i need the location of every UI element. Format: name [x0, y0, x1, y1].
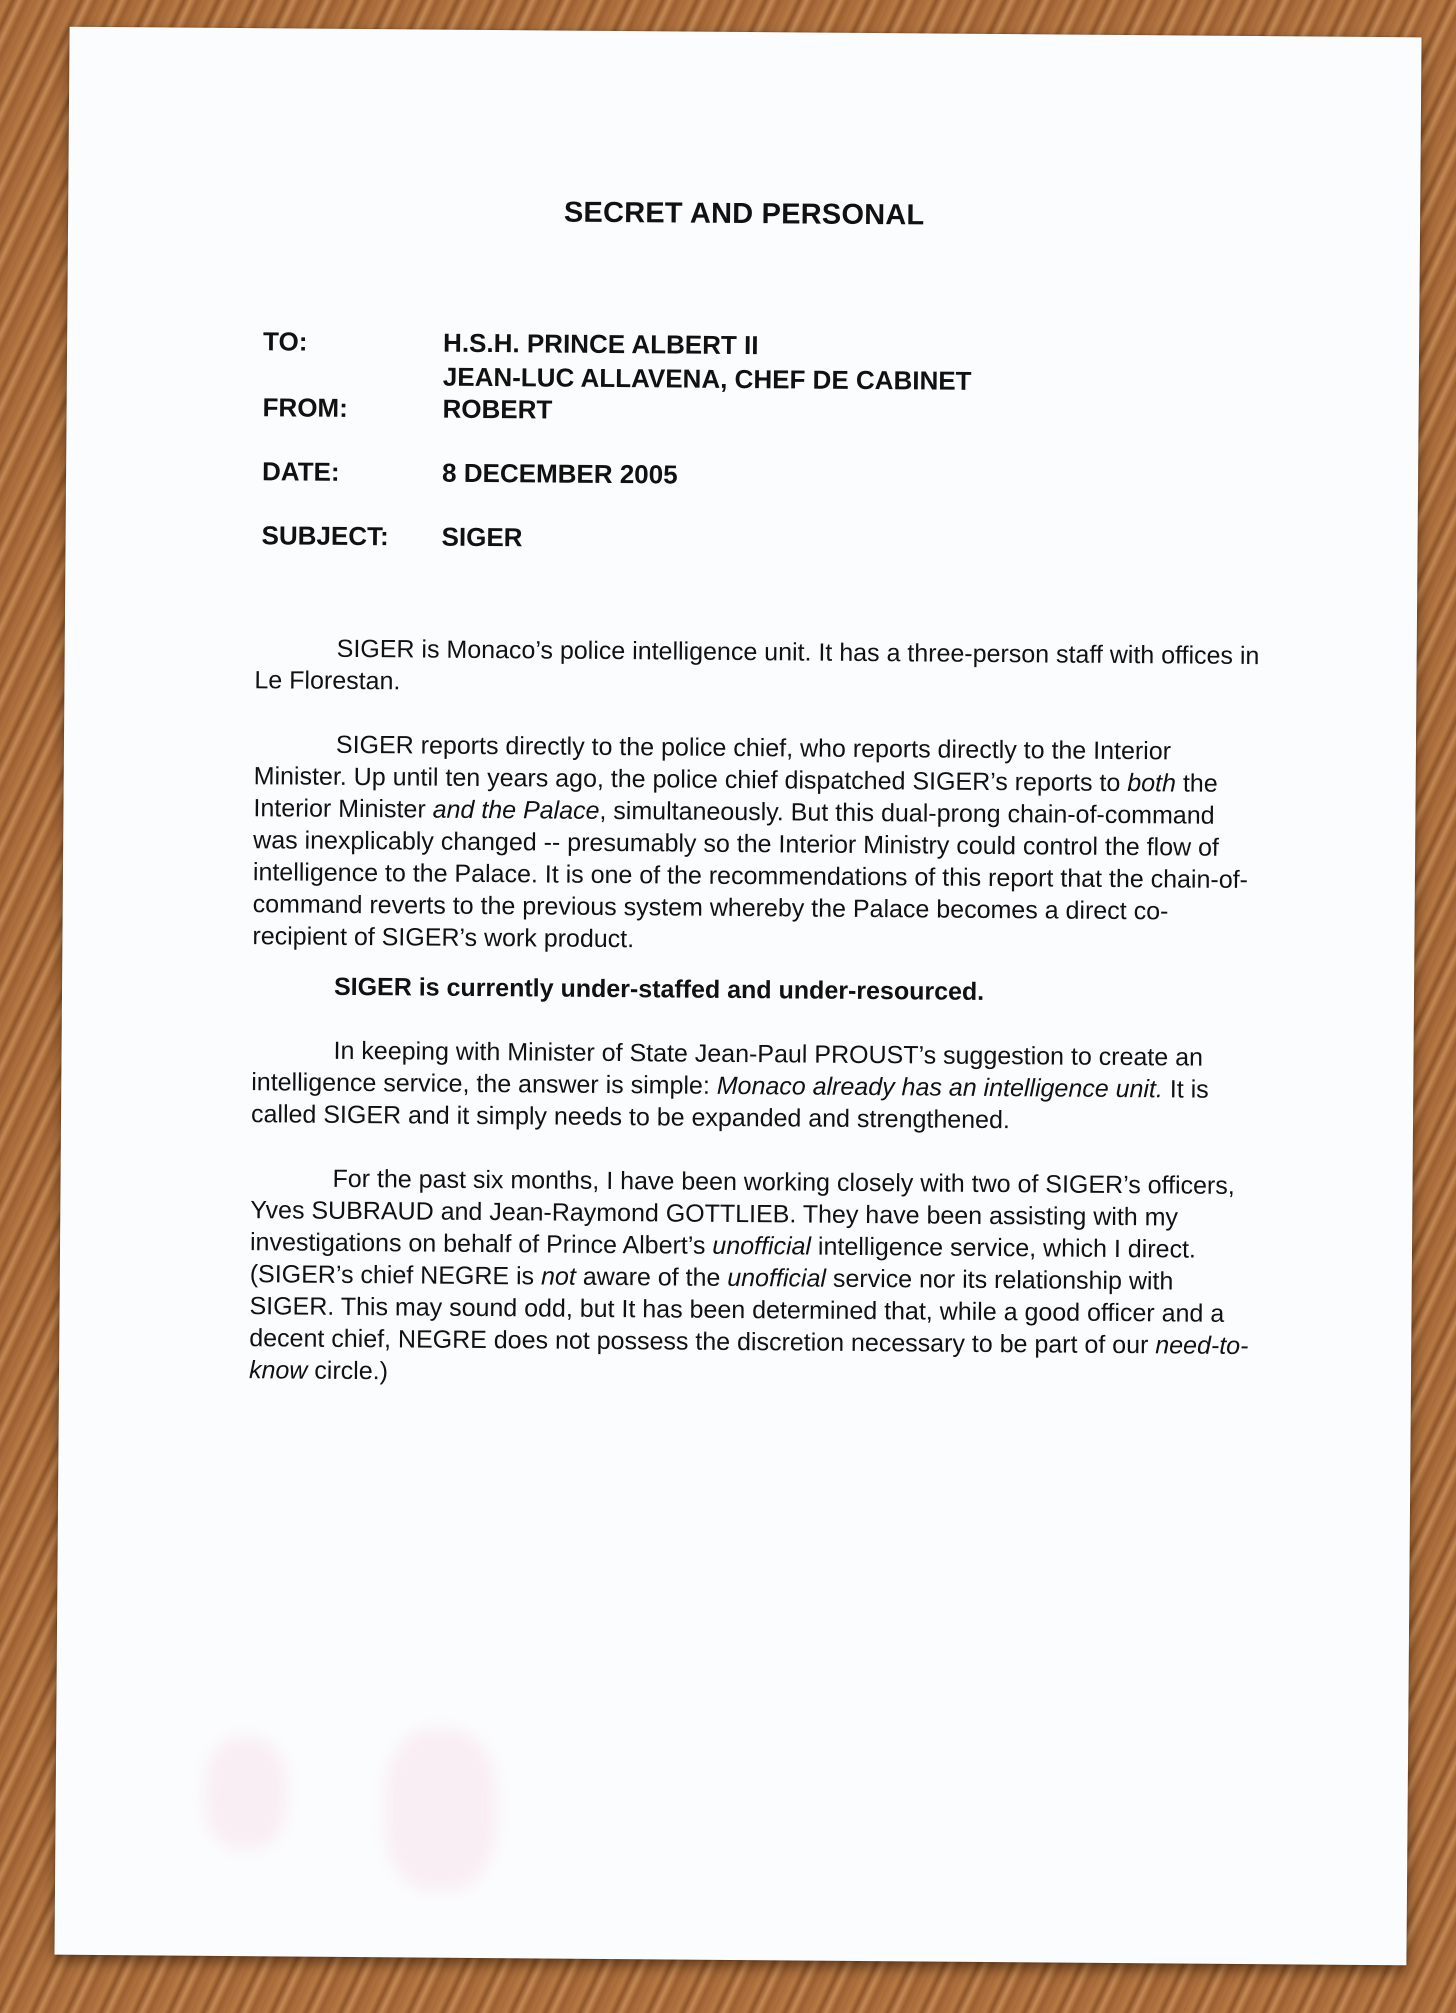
paragraph-4-emphasis: Monaco already has an intelligence unit.: [716, 1071, 1163, 1104]
paper-stain: [205, 1738, 286, 1849]
paragraph-4-text: In keeping with Minister of State Jean-Paul PROUST’s suggestion to create an intelligence service, the answer is simple:: [251, 1036, 1204, 1100]
paragraph-5-text: aware of the: [575, 1262, 728, 1292]
to-recipient-2: JEAN-LUC ALLAVENA, CHEF DE CABINET: [442, 361, 972, 396]
paragraph-5-emphasis: unofficial: [712, 1231, 812, 1261]
paragraph-3-bold-statement: SIGER is currently under-staffed and under-resourced.: [333, 972, 985, 1006]
paragraph-2-text: SIGER reports directly to the police chief, who reports directly to the Interior Minister. Up until ten years ago, the police chief dispatched SIGER’s reports to: [253, 730, 1172, 798]
to-recipient-1: H.S.H. PRINCE ALBERT II: [443, 327, 759, 361]
date-label: DATE:: [261, 456, 340, 487]
paragraph-1: SIGER is Monaco’s police intelligence unit. It has a three-person staff with offices in Le Florestan.: [254, 634, 1260, 696]
classification-heading: SECRET AND PERSONAL: [563, 196, 925, 232]
paragraph-5-emphasis: unofficial: [727, 1263, 827, 1293]
memo-page: [54, 27, 1421, 1966]
to-value: [443, 326, 972, 398]
paragraph-2-text: the Interior Minister: [253, 769, 1218, 824]
paragraph-5-text: For the past six months, I have been working closely with two of SIGER’s officers, Yves SUBRAUD and Jean-Raymond GOTTLIEB. They have been assisting with my investigations on behalf of Prince Albert’s: [249, 1164, 1235, 1260]
paragraph-5-text: circle.): [307, 1356, 389, 1386]
paragraph-5-text: service nor its relationship with SIGER. This may sound odd, but It has been determined that, while a good officer and a decent chief, NEGRE does not possess the discretion necessary to be part of our: [249, 1264, 1225, 1360]
from-label: FROM:: [262, 392, 348, 423]
paragraph-2: [252, 728, 1264, 960]
paragraph-4: [251, 1034, 1262, 1138]
paragraph-4-text: It is called SIGER and it simply needs to be expanded and strengthened.: [250, 1075, 1209, 1135]
subject-label: SUBJECT:: [261, 520, 389, 552]
paragraph-2-text: , simultaneously. But this dual-prong chain-of-command was inexplicably changed -- presumably so the Interior Ministry could control the flow of intelligence to the Palace. It is one of the recommendations of this report that the chain-of-command reverts to the previous system whereby the Palace becomes a direct co-recipient of SIGER’s work product.: [252, 796, 1249, 954]
from-value: ROBERT: [442, 393, 553, 425]
paper-stain: [385, 1729, 496, 1890]
paragraph-5-emphasis: need-to-know: [248, 1331, 1249, 1385]
date-value: 8 DECEMBER 2005: [441, 457, 678, 490]
subject-value: SIGER: [441, 521, 523, 553]
paragraph-2-emphasis: and the Palace: [432, 795, 600, 825]
paragraph-5: [249, 1162, 1261, 1394]
to-label: TO:: [263, 326, 308, 357]
paragraph-5-text: intelligence service, which I direct. (SIGER’s chief NEGRE is: [249, 1232, 1197, 1291]
paragraph-5-emphasis: not: [540, 1262, 576, 1291]
paragraph-2-emphasis: both: [1127, 769, 1177, 798]
